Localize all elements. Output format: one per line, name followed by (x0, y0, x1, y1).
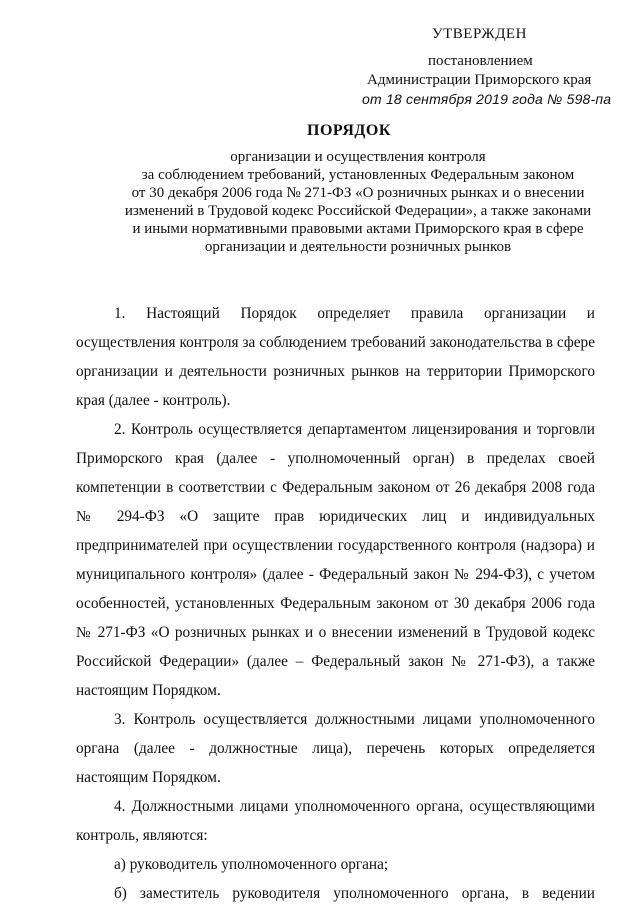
document-subtitle (88, 148, 628, 256)
subtitle-line: от 30 декабря 2006 года № 271-ФЗ «О розничных рынках и о внесении (131, 185, 585, 201)
subtitle-line: организации и осуществления контроля (230, 149, 486, 165)
approval-date-number: от 18 сентября 2019 года № 598-па (362, 91, 612, 107)
approval-decree-label: постановлением (428, 53, 533, 69)
paragraph-1: 1. Настоящий Порядок определяет правила организации и осуществления контроля за соблюдением требований законодательства в сфере организации и деятельности розничных рынков на территории Приморского края (далее - контроль). (76, 305, 595, 409)
subtitle-line: изменений в Трудовой кодекс Российской Федерации», а также законами (124, 203, 592, 219)
paragraph-2: 2. Контроль осуществляется департаментом лицензирования и торговли Приморского края (далее - уполномоченный орган) в пределах своей компетенции в соответствии с Федеральным законом от 26 декабря 2008 года № 294-ФЗ «О защите прав юридических лиц и индивидуальных предпринимателей при осуществлении государственного контроля (надзора) и муниципального контроля» (далее - Федеральный закон № 294-ФЗ), с учетом особенностей, установленных Федеральным законом от 30 декабря 2006 года № 271-ФЗ «О розничных рынках и о внесении изменений в Трудовой кодекс Российской Федерации» (далее – Федеральный закон № 271-ФЗ), а также настоящим Порядком. (76, 421, 595, 699)
approval-authority: Администрации Приморского края (367, 72, 592, 88)
paragraph-4: 4. Должностными лицами уполномоченного органа, осуществляющими контроль, являются: (76, 798, 595, 844)
approval-title: УТВЕРЖДЕН (432, 26, 527, 42)
subtitle-line: организации и деятельности розничных рынков (204, 239, 512, 255)
subtitle-line: за соблюдением требований, установленных Федеральным законом (141, 167, 575, 183)
subtitle-line: и иными нормативными правовыми актами Приморского края в сфере (132, 221, 584, 237)
paragraph-4a: а) руководитель уполномоченного органа; (114, 856, 389, 873)
approval-block (0, 0, 640, 110)
paragraph-3: 3. Контроль осуществляется должностными лицами уполномоченного органа (далее - должностные лица), перечень которых определяется настоящим Порядком. (76, 711, 595, 786)
paragraph-4b: б) заместитель руководителя уполномоченного органа, в ведении (114, 885, 595, 902)
document-title: ПОРЯДОК (307, 122, 391, 139)
document-body (76, 299, 595, 908)
